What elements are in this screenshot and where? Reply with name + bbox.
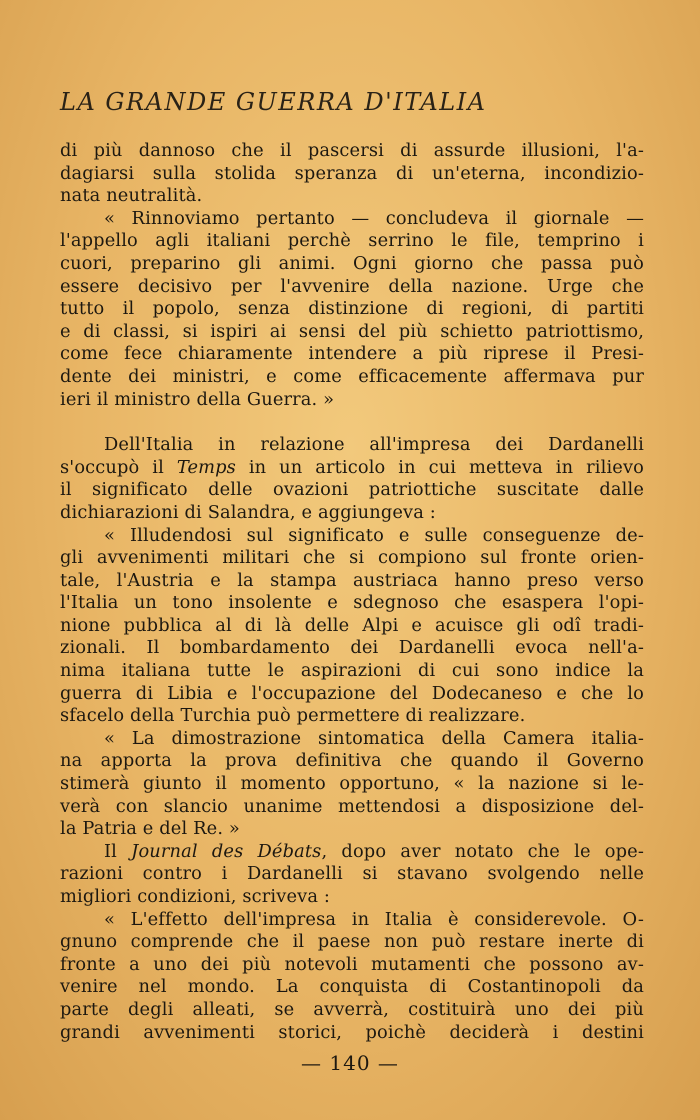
text-line: gli avvenimenti militari che si compiono sul fronte orien- [60,547,644,569]
text-line: nima italiana tutte le aspirazioni di cui sono indice la [60,660,644,682]
text-line: l'Italia un tono insolente e sdegnoso che esaspera l'opi- [60,592,644,614]
paragraph [60,909,644,1045]
text-line: gnuno comprende che il paese non può restare inerte di [60,931,644,953]
text-line [60,841,644,864]
text-run: in un articolo in cui metteva in rilievo [235,456,645,478]
text-line: dente dei ministri, e come efficacemente affermava pur [60,365,644,387]
text-line: l'appello agli italiani perchè serrino le file, temprino i [60,230,644,252]
text-line: la Patria e del Re. » [60,818,240,840]
text-line: parte degli alleati, se avverrà, costituirà uno dei più [60,998,644,1020]
text-line: razioni contro i Dardanelli si stavano svolgendo nelle [60,863,644,885]
text-line: grandi avvenimenti storici, poichè deciderà i destini [60,1021,644,1043]
text-line: ieri il ministro della Guerra. » [60,388,335,410]
text-line: essere decisivo per l'avvenire della nazione. Urge che [60,275,644,297]
text-line: stimerà giunto il momento opportuno, « la nazione si le- [60,773,644,795]
text-line: tutto il popolo, senza distinzione di regioni, di partiti [60,298,644,320]
text-line: venire nel mondo. La conquista di Costantinopoli da [60,976,644,998]
text-line: dichiarazioni di Salandra, e aggiungeva : [60,501,436,523]
text-line: « L'effetto dell'impresa in Italia è considerevole. O- [104,908,644,930]
text-line: fronte a uno dei più notevoli mutamenti che possono av- [60,953,644,975]
italic-title: Journal des Débats [131,840,322,862]
text-line: guerra di Libia e l'occupazione del Dodecaneso e che lo [60,682,644,704]
paragraph [60,208,644,411]
text-line: Dell'Italia in relazione all'impresa dei Dardanelli [104,434,644,456]
text-line: zionali. Il bombardamento dei Dardanelli evoca nell'a- [60,637,644,659]
running-title: LA GRANDE GUERRA D'ITALIA [60,88,487,116]
text-line: sfacelo della Turchia può permettere di realizzare. [60,705,526,727]
text-line: come fece chiaramente intendere a più riprese il Presi- [60,343,644,365]
text-line: cuori, preparino gli animi. Ogni giorno che passa può [60,252,644,274]
text-line: « La dimostrazione sintomatica della Camera italia- [104,727,644,749]
text-line: nione pubblica al di là delle Alpi e acuisce gli odî tradi- [60,614,644,636]
text-run: , dopo aver notato che le ope- [321,840,644,862]
text-line: il significato delle ovazioni patriottiche suscitate dalle [60,479,644,501]
text-line: e di classi, si ispiri ai sensi del più schietto patriottismo, [60,320,644,342]
italic-title: Temps [176,456,236,478]
text-line: tale, l'Austria e la stampa austriaca hanno preso verso [60,569,644,591]
paragraph [60,841,644,909]
text-line: migliori condizioni, scriveva : [60,886,331,907]
paragraph [60,140,644,208]
text-run: s'occupò il [60,456,177,478]
text-line: na apporta la prova definitiva che quando il Governo [60,750,644,772]
paragraph [60,728,644,841]
body-text [60,140,644,1044]
text-line: dagiarsi sulla stolida speranza di un'eterna, incondizio- [60,162,644,184]
text-line: « Illudendosi sul significato e sulle conseguenze de- [104,524,644,546]
text-line: « Rinnoviamo pertanto — concludeva il giornale — [104,207,644,229]
text-line: nata neutralità. [60,185,203,207]
text-line: di più dannoso che il pascersi di assurde illusioni, l'a- [60,140,644,161]
paragraph-gap [60,411,644,434]
paragraph [60,434,644,524]
paragraph [60,525,644,728]
page-number: — 140 — [301,1051,399,1075]
text-run: Il [104,840,132,862]
text-line [60,457,644,480]
text-line: verà con slancio unanime mettendosi a disposizione del- [60,795,644,817]
